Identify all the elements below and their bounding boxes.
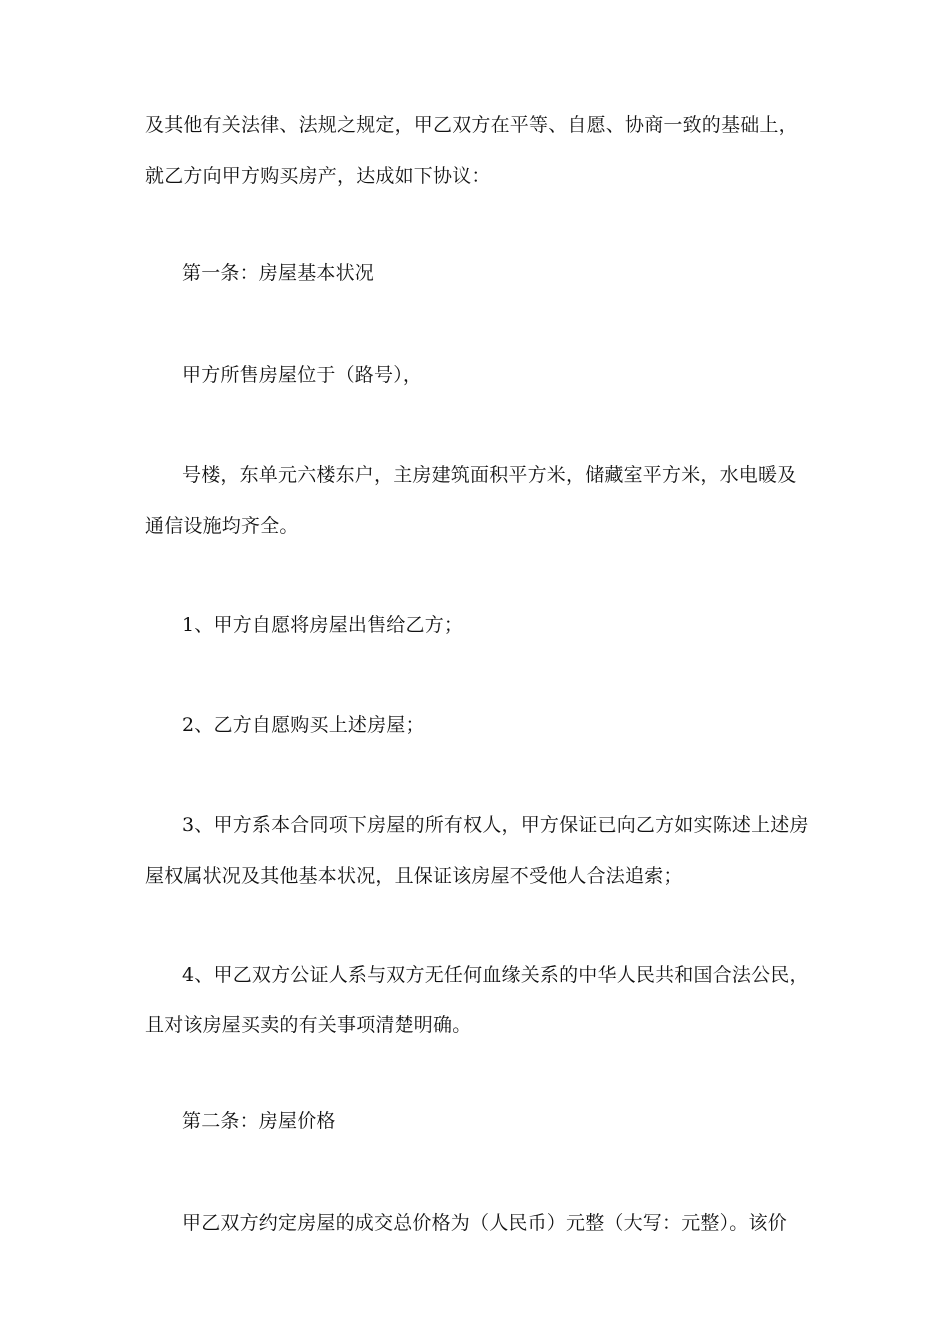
body-text-line: 号楼，东单元六楼东户，主房建筑面积平方米，储藏室平方米，水电暖及 <box>182 464 797 486</box>
list-item-continuation: 且对该房屋买卖的有关事项清楚明确。 <box>145 1014 472 1036</box>
list-item: 3、甲方系本合同项下房屋的所有权人，甲方保证已向乙方如实陈述上述房 <box>182 814 809 836</box>
body-text-line: 就乙方向甲方购买房产，达成如下协议： <box>145 165 491 187</box>
section-heading: 第二条：房屋价格 <box>182 1110 336 1132</box>
body-text-line: 通信设施均齐全。 <box>145 515 299 537</box>
list-item: 4、甲乙双方公证人系与双方无任何血缘关系的中华人民共和国合法公民， <box>182 964 809 986</box>
body-text-line: 甲方所售房屋位于（路号）， <box>182 364 423 386</box>
list-item: 2、乙方自愿购买上述房屋； <box>182 714 425 736</box>
list-item-continuation: 屋权属状况及其他基本状况，且保证该房屋不受他人合法追索； <box>145 865 683 887</box>
body-text-line: 及其他有关法律、法规之规定，甲乙双方在平等、自愿、协商一致的基础上， <box>145 114 798 136</box>
body-text-line: 甲乙双方约定房屋的成交总价格为（人民币）元整（大写：元整）。该价 <box>182 1212 787 1234</box>
list-item: 1、甲方自愿将房屋出售给乙方； <box>182 614 464 636</box>
section-heading: 第一条：房屋基本状况 <box>182 262 375 284</box>
